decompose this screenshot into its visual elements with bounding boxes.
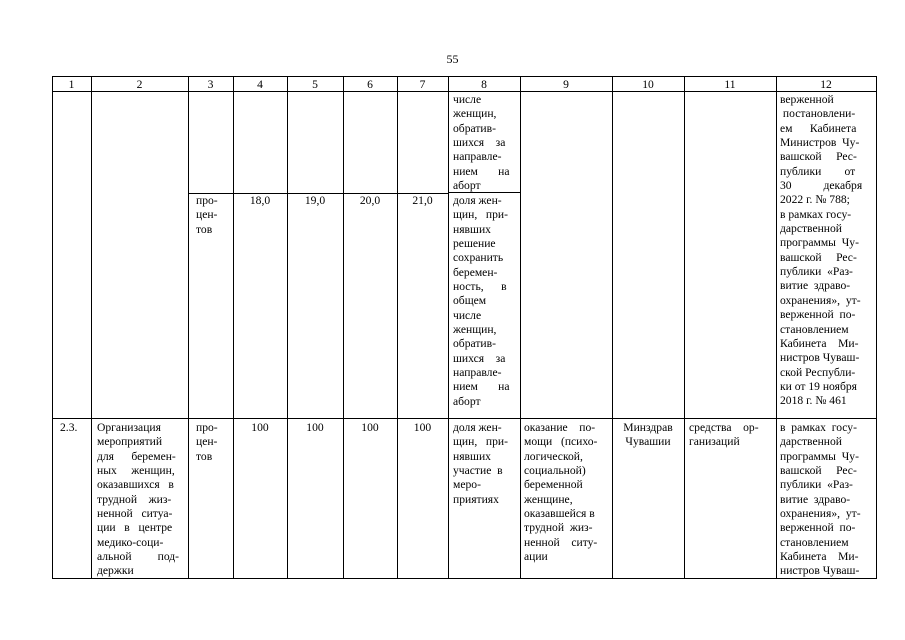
page-number: 55 <box>446 52 459 66</box>
col-border-7-8 <box>448 76 449 579</box>
cont-row-indicator-text: числе женщин, обратив- шихся за направле- нием на аборт <box>453 93 510 193</box>
col-border-5-6 <box>343 76 344 579</box>
col-border-3-4 <box>233 76 234 579</box>
row-b-indicator-text: доля жен- щин, при- нявших решение сохранить беремен- ность, в общем числе женщин, обратив- шихся за направле- нием на аборт <box>453 194 510 408</box>
row-23-number: 2.3. <box>60 421 78 434</box>
col-border-11-12 <box>776 76 777 579</box>
row-b-value-2026: 21,0 <box>412 194 433 207</box>
row-b-unit: про- цен- тов <box>196 194 218 236</box>
col-header-9: 9 <box>563 78 569 91</box>
col-header-4: 4 <box>257 78 263 91</box>
col-border-8-9 <box>520 76 521 579</box>
row-b-value-2024: 19,0 <box>304 194 326 207</box>
col-border-9-10 <box>612 76 613 579</box>
row-b-value-2025: 20,0 <box>359 194 381 207</box>
row-b-value-2023: 18,0 <box>249 194 271 207</box>
col-header-3: 3 <box>207 78 214 91</box>
col-border-1-2 <box>91 76 92 579</box>
col-border-10-11 <box>684 76 685 579</box>
row-23-expected-result: оказание по- мощи (психо- логической, социальной) беременной женщине, оказавшейся в трудной жиз- ненной ситу- ации <box>524 421 598 564</box>
row-23-value-2024: 100 <box>306 421 324 434</box>
header-bottom-border <box>52 91 876 92</box>
row-23-executor: Минздрав Чувашии <box>623 421 673 449</box>
col-header-8: 8 <box>481 78 487 91</box>
row-23-measure-name: Организация мероприятий для беремен- ных женщин, оказавшихся в трудной жиз- ненной ситуа- ции в центре медико-соци- альной под- держки <box>97 421 180 578</box>
col-header-1: 1 <box>68 78 75 91</box>
col-header-6: 6 <box>367 78 373 91</box>
row-23-indicator-text: доля жен- щин, при- нявших участие в меро- приятиях <box>453 421 508 506</box>
row-23-value-2023: 100 <box>251 421 269 434</box>
col-border-right <box>876 76 877 579</box>
col-header-2: 2 <box>136 78 143 91</box>
col-border-left <box>52 76 53 579</box>
col-border-2-3 <box>188 76 189 579</box>
row-23-value-2025: 100 <box>361 421 379 434</box>
row-23-unit: про- цен- тов <box>196 421 218 463</box>
col-header-12: 12 <box>820 78 832 91</box>
row-divider-main <box>52 418 876 419</box>
cont-row-legal-basis: верженной постановлени- ем Кабинета Министров Чу- вашской Рес- публики от 30 декабря 2022 г. № 788; в рамках госу- дарственной программы Чу- вашской Рес- публики «Раз- витие здраво- охранения», ут- верженной по- становлением Кабинета Ми- нистров Чуваш- ской Республи- ки от 19 ноября 2018 г. № 461 <box>780 93 863 408</box>
col-header-11: 11 <box>724 78 736 91</box>
row-23-funding-source: средства ор- ганизаций <box>689 421 759 449</box>
row-23-value-2026: 100 <box>413 421 432 434</box>
col-header-5: 5 <box>312 78 318 91</box>
col-header-10: 10 <box>642 78 654 91</box>
row-23-legal-basis: в рамках госу- дарственной программы Чу- вашской Рес- публики «Раз- витие здраво- охранения», ут- верженной по- становлением Кабинета Ми- нистров Чуваш- <box>780 421 861 578</box>
table-top-border <box>52 76 876 77</box>
col-header-7: 7 <box>419 78 426 91</box>
col-border-6-7 <box>397 76 398 579</box>
col-border-4-5 <box>287 76 288 579</box>
